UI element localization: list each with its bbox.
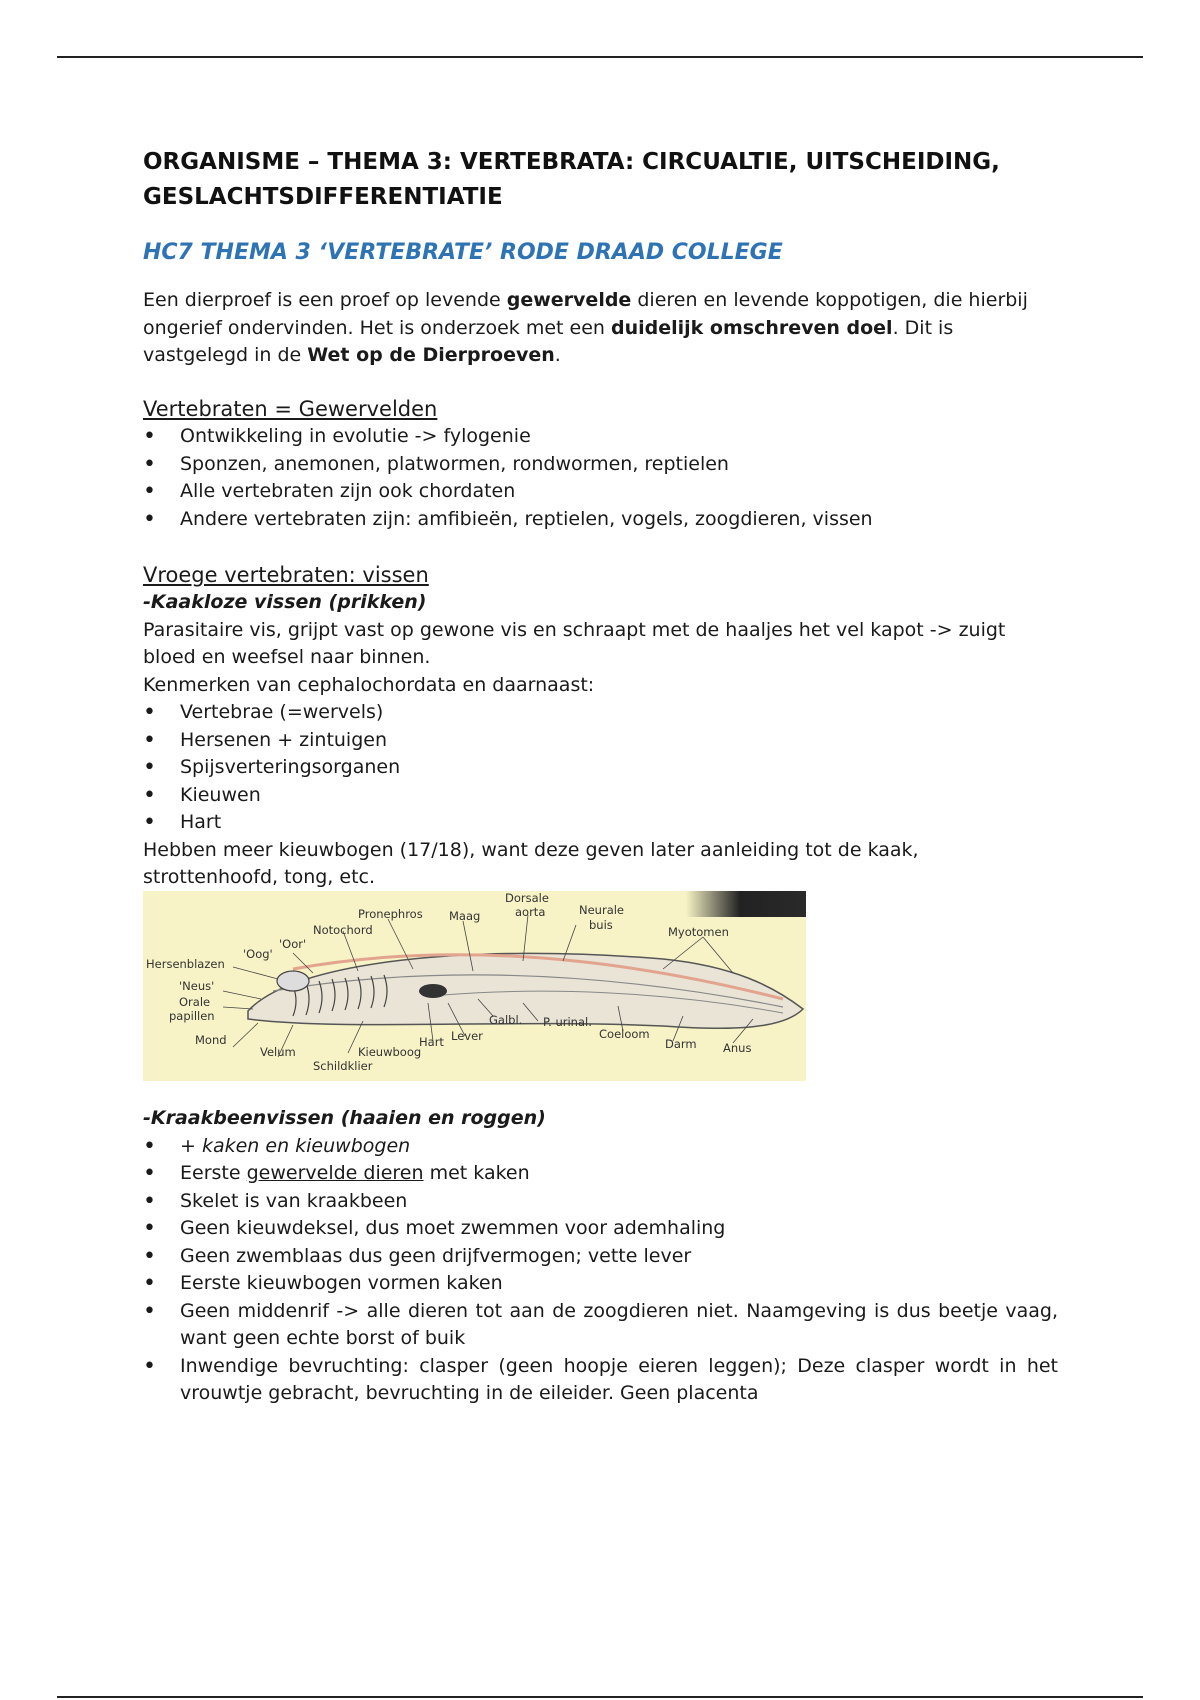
label-hersenblazen: Hersenblazen (146, 957, 225, 971)
label-coeloom: Coeloom (599, 1027, 650, 1041)
list-item: • Hart (143, 809, 1058, 837)
label-oor: 'Oor' (279, 937, 307, 951)
label-galbl: Galbl. (489, 1013, 523, 1027)
list-item: • Eerste gewervelde dieren met kaken (143, 1160, 1058, 1188)
label-schildklier: Schildklier (313, 1059, 373, 1073)
list-item: • Hersenen + zintuigen (143, 727, 1058, 755)
label-pronephros: Pronephros (358, 907, 423, 921)
label-orale: Orale (179, 995, 211, 1009)
label-kieuwboog: Kieuwboog (358, 1045, 422, 1059)
intro-paragraph: Een dierproef is een proef op levende gewervelde dieren en levende koppotigen, die hierbij ongerief ondervinden. Het is onderzoek met een duidelijk omschreven doel. Dit is vastgelegd in de Wet op de Dierproeven. (143, 289, 1028, 366)
label-hart: Hart (419, 1035, 444, 1049)
kenmerken-line: Kenmerken van cephalochordata en daarnaast: (143, 673, 595, 696)
label-papillen: papillen (169, 1009, 215, 1023)
vertebraten-section (143, 395, 1058, 533)
label-p-urinal: P. urinal. (543, 1015, 592, 1029)
list-item: • Skelet is van kraakbeen (143, 1188, 1058, 1216)
label-darm: Darm (665, 1037, 697, 1051)
label-myotomen: Myotomen (668, 925, 729, 939)
kraakbeen-list (143, 1133, 1058, 1408)
bottom-rule (57, 1696, 1143, 1698)
list-item: • Ontwikkeling in evolutie -> fylogenie (143, 423, 1058, 451)
kraakbeen-subheading: -Kraakbeenvissen (haaien en roggen) (143, 1107, 546, 1129)
label-anus: Anus (723, 1041, 752, 1055)
label-lever: Lever (451, 1029, 483, 1043)
label-maag: Maag (449, 909, 481, 923)
kaakloze-subheading: -Kaakloze vissen (prikken) (143, 591, 427, 613)
label-neus: 'Neus' (179, 979, 215, 993)
document-body (143, 145, 1058, 1404)
list-item: • Geen kieuwdeksel, dus moet zwemmen voor ademhaling (143, 1215, 1058, 1243)
list-item: • Geen zwemblaas dus geen drijfvermogen; vette lever (143, 1243, 1058, 1271)
list-item: • + kaken en kieuwbogen (143, 1133, 1058, 1161)
label-notochord: Notochord (313, 923, 373, 937)
list-item: • Inwendige bevruchting: clasper (geen hoopje eieren leggen); Deze clasper wordt in het vrouwtje gebracht, bevruchting in de eileider. Geen placenta (143, 1353, 1058, 1408)
kaakloze-paragraph: Parasitaire vis, grijpt vast op gewone vis en schraapt met de haaljes het vel kapot -> zuigt bloed en weefsel naar binnen. (143, 618, 1006, 668)
title-line-2: GESLACHTSDIFFERENTIATIE (143, 184, 503, 210)
vertebraten-heading: Vertebraten = Gewervelden (143, 397, 438, 421)
list-item: • Vertebrae (=wervels) (143, 699, 1058, 727)
kraakbeen-section (143, 1105, 1058, 1408)
vroege-heading: Vroege vertebraten: vissen (143, 563, 429, 587)
lecture-heading: HC7 THEMA 3 ‘VERTEBRATE’ RODE DRAAD COLLEGE (143, 240, 783, 265)
label-buis: buis (589, 918, 613, 932)
top-rule (57, 56, 1143, 58)
list-item: • Geen middenrif -> alle dieren tot aan de zoogdieren niet. Naamgeving is dus beetje vaag, want geen echte borst of buik (143, 1298, 1058, 1353)
label-mond: Mond (195, 1033, 227, 1047)
title-line-1: ORGANISME – THEMA 3: VERTEBRATA: CIRCUALTIE, UITSCHEIDING, (143, 149, 1000, 175)
label-oog: 'Oog' (243, 947, 273, 961)
label-velum: Velum (260, 1045, 296, 1059)
kieuwbogen-paragraph: Hebben meer kieuwbogen (17/18), want deze geven later aanleiding tot de kaak, strottenhoofd, tong, etc. (143, 838, 919, 888)
list-item: • Kieuwen (143, 782, 1058, 810)
label-dorsale: Dorsale (505, 891, 549, 905)
label-neurale: Neurale (579, 903, 625, 917)
kenmerken-list (143, 699, 1058, 837)
vertebraten-list (143, 423, 1058, 533)
list-item: • Spijsverteringsorganen (143, 754, 1058, 782)
list-item: • Andere vertebraten zijn: amfibieën, reptielen, vogels, zoogdieren, vissen (143, 506, 1058, 534)
label-aorta: aorta (515, 905, 546, 919)
list-item: • Alle vertebraten zijn ook chordaten (143, 478, 1058, 506)
list-item: • Eerste kieuwbogen vormen kaken (143, 1270, 1058, 1298)
vroege-section (143, 561, 1058, 892)
list-item: • Sponzen, anemonen, platwormen, rondwormen, reptielen (143, 451, 1058, 479)
document-title (143, 145, 1058, 215)
lamprey-anatomy-figure (143, 891, 806, 1081)
